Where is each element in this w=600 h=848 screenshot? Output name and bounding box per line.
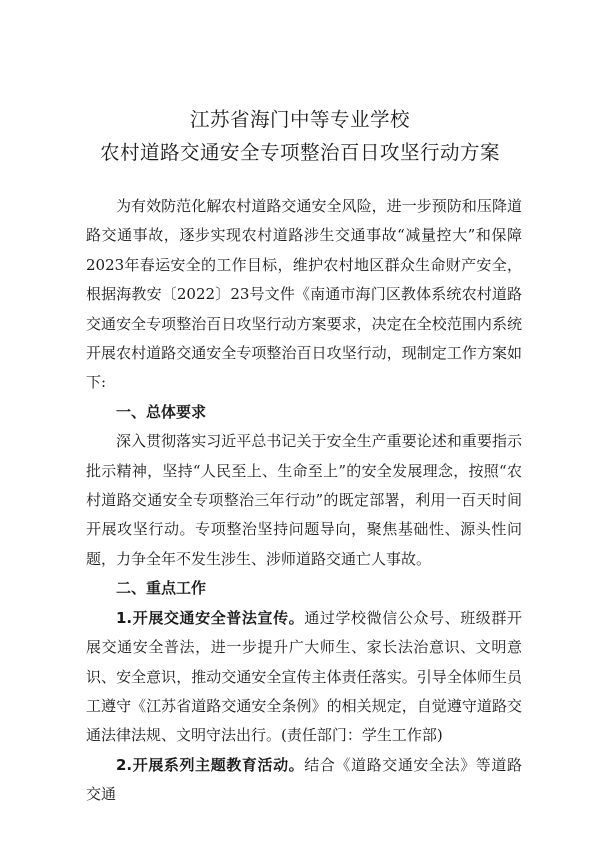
key-work-item-2-text: 结合《道路交通安全法》等道路交通 [86,755,522,804]
document-body [86,192,522,810]
document-title-plan: 农村道路交通安全专项整治百日攻坚行动方案 [99,141,500,164]
intro-paragraph: 为有效防范化解农村道路交通安全风险，进一步预防和压降道路交通事故，逐步实现农村道路涉生交通事故“减量控大”和保障2023年春运安全的工作目标，维护农村地区群众生命财产安全，根据海教安〔2022〕23号文件《南通市海门区教体系统农村道路交通安全专项整治百日攻坚行动方案要求，决定在全校范围内系统开展农村道路交通安全专项整治百日攻坚行动，现制定工作方案如下: [86,197,522,392]
general-requirements-paragraph: 深入贯彻落实习近平总书记关于安全生产重要论述和重要指示批示精神，坚持“人民至上、生命至上”的安全发展理念，按照“农村道路交通安全专项整治三年行动”的既定部署，利用一百天时间开展攻坚行动。专项整治坚持问题导向，聚焦基础性、源头性问题，力争全年不发生涉生、涉师道路交通亡人事故。 [86,432,522,568]
section-heading-key-work: 二、重点工作 [116,579,207,598]
key-work-item-2 [86,751,522,810]
key-work-item-1 [86,604,522,751]
document-title-school: 江苏省海门中等专业学校 [189,108,410,131]
section-heading-general-requirements: 一、总体要求 [116,402,207,421]
key-work-item-1-text: 通过学校微信公众号、班级群开展交通安全普法，进一步提升广大师生、家长法治意识、文明意识、安全意识，推动交通安全宣传主体责任落实。引导全体师生员工遵守《江苏省道路交通安全条例》的相关规定，自觉遵守道路交通法律法规、文明守法出行。(责任部门：学生工作部) [86,608,522,745]
key-work-item-2-lead: 2.开展系列主题教育活动。 [116,755,305,774]
key-work-item-1-lead: 1.开展交通安全普法宣传。 [116,608,305,627]
